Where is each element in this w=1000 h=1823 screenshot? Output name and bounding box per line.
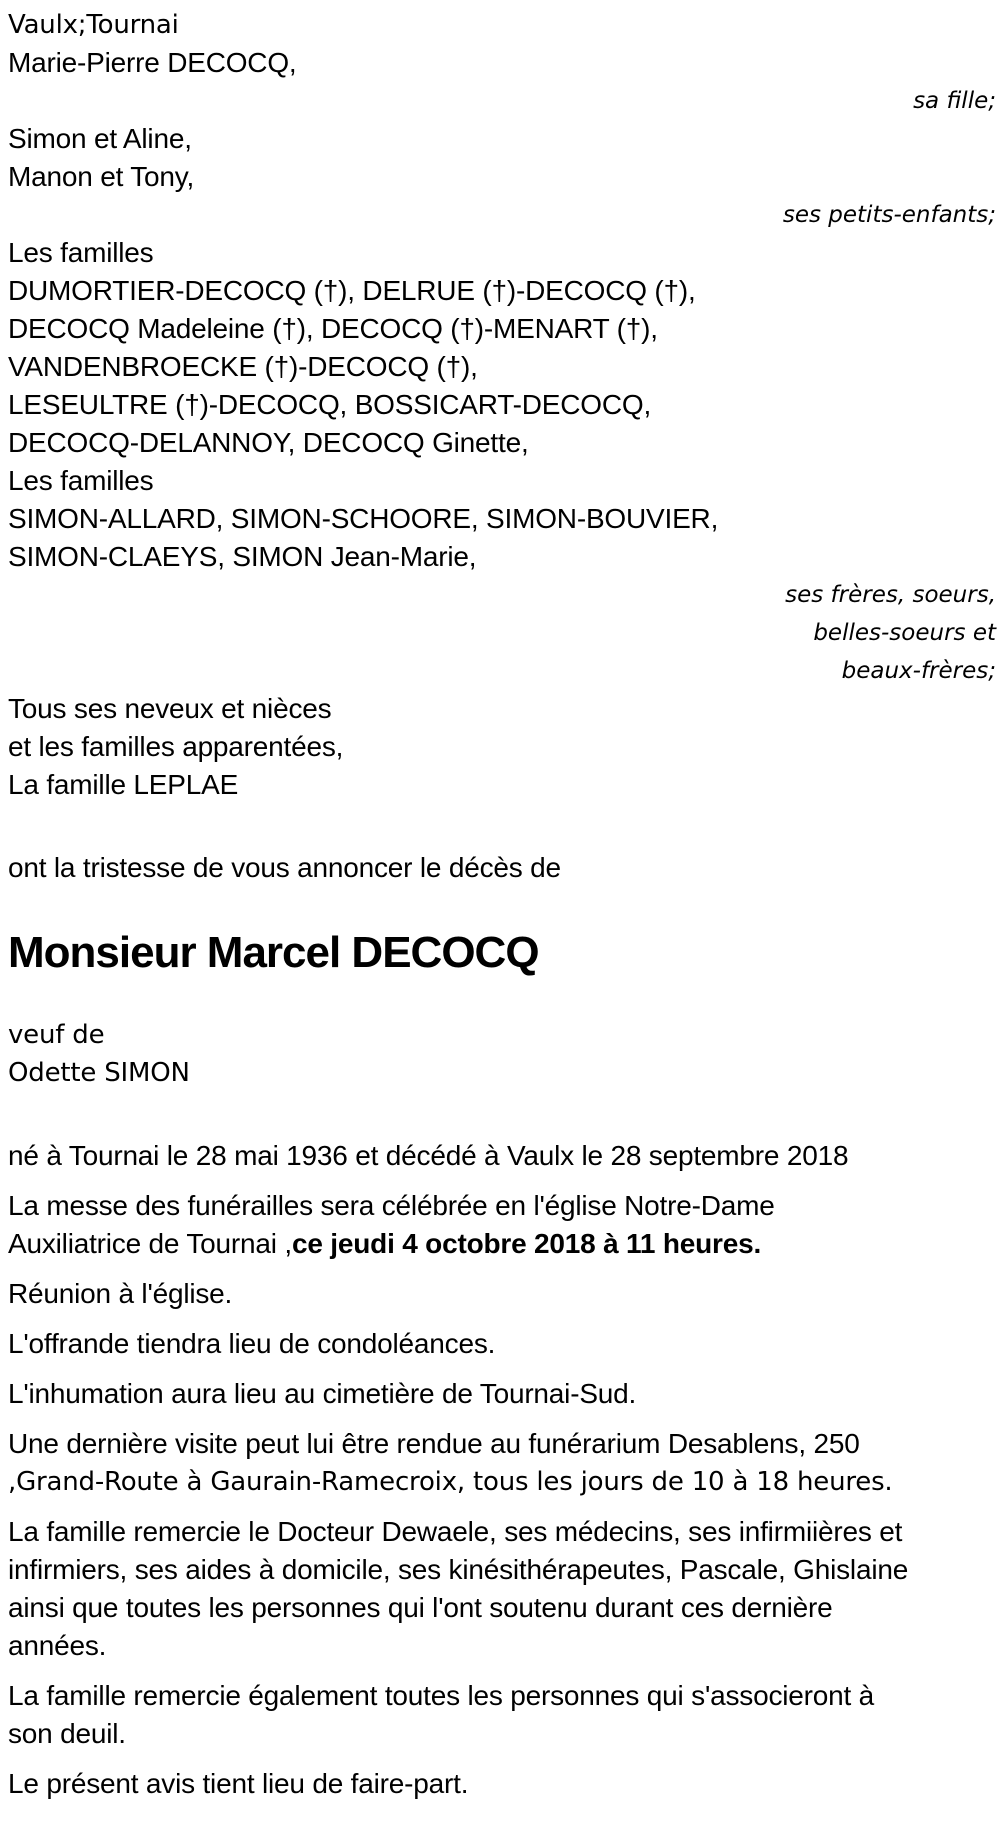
ceremony-date-line (8, 1225, 996, 1263)
nephews-line (8, 690, 996, 728)
announcement-line (8, 849, 996, 887)
text-run: ont la tristesse de vous annoncer le décès de (8, 852, 561, 883)
text-run: Manon et Tony, (8, 161, 195, 192)
visitation-line (8, 1425, 996, 1463)
text-run: Le présent avis tient lieu de faire-part. (8, 1768, 469, 1799)
text-run: ainsi que toutes les personnes qui l'ont soutenu durant ces dernière (8, 1592, 833, 1623)
section-details (8, 1137, 996, 1803)
text-run: sa fille; (913, 88, 996, 114)
text-run: Vaulx;Tournai (8, 10, 179, 40)
paragraph (8, 1375, 996, 1413)
deceased-name-heading (8, 927, 996, 979)
text-run: Les familles (8, 465, 154, 496)
text-run: Réunion à l'église. (8, 1278, 233, 1309)
text-run: beaux-frères; (841, 658, 996, 684)
text-run: VANDENBROECKE (†)-DECOCQ (†), (8, 351, 478, 382)
paragraph (8, 1016, 996, 1092)
text-run: L'inhumation aura lieu au cimetière de Tournai-Sud. (8, 1378, 637, 1409)
paragraph (8, 1513, 996, 1665)
text-run: L'offrande tiendra lieu de condoléances. (8, 1328, 496, 1359)
text-run: ,Grand-Route à Gaurain-Ramecroix, tous les jours de 10 à 18 heures. (8, 1467, 893, 1497)
paragraph (8, 1137, 996, 1175)
burial-line (8, 1375, 996, 1413)
text-run: SIMON-CLAEYS, SIMON Jean-Marie, (8, 541, 477, 572)
text-run: Auxiliatrice de Tournai , (8, 1228, 292, 1259)
families-header (8, 462, 996, 500)
text-run: ses petits-enfants; (782, 202, 996, 228)
section-announcement (8, 849, 996, 887)
section-intro (8, 6, 996, 804)
church-meeting-line (8, 1275, 996, 1313)
offering-line (8, 1325, 996, 1363)
text-run: Odette SIMON (8, 1058, 190, 1088)
paragraph (8, 927, 996, 979)
relationship-label (8, 196, 996, 234)
notice-line (8, 1765, 996, 1803)
text-run: belles-soeurs et (813, 620, 996, 646)
family-name-line (8, 500, 996, 538)
birth-death-line (8, 1137, 996, 1175)
relationship-label (8, 576, 996, 614)
related-families-line (8, 728, 996, 766)
paragraph (8, 1765, 996, 1803)
text-run: DECOCQ Madeleine (†), DECOCQ (†)-MENART (†), (8, 313, 658, 344)
visitation-address-line (8, 1463, 996, 1501)
thanks-line (8, 1513, 996, 1551)
thanks-mourning-line (8, 1677, 996, 1715)
family-name-line (8, 348, 996, 386)
grandchild-names (8, 120, 996, 158)
place-line (8, 6, 996, 44)
thanks-mourning-line (8, 1715, 996, 1753)
thanks-line (8, 1551, 996, 1589)
text-run: La famille LEPLAE (8, 769, 239, 800)
paragraph (8, 1187, 996, 1263)
thanks-line (8, 1627, 996, 1665)
family-name-line (8, 538, 996, 576)
ceremony-datetime-bold: ce jeudi 4 octobre 2018 à 11 heures. (291, 1228, 762, 1259)
text-run: Tous ses neveux et nièces (8, 693, 332, 724)
paragraph (8, 1677, 996, 1753)
text-run: DUMORTIER-DECOCQ (†), DELRUE (†)-DECOCQ (†), (8, 275, 696, 306)
text-run: Une dernière visite peut lui être rendue au funérarium Desablens, 250 (8, 1428, 860, 1459)
family-name-line (8, 424, 996, 462)
text-run: et les familles apparentées, (8, 731, 344, 762)
paragraph (8, 849, 996, 887)
text-run: LESEULTRE (†)-DECOCQ, BOSSICART-DECOCQ, (8, 389, 652, 420)
text-run: infirmiers, ses aides à domicile, ses kinésithérapeutes, Pascale, Ghislaine (8, 1554, 909, 1585)
family-name-line (8, 310, 996, 348)
relationship-label (8, 82, 996, 120)
text-run: années. (8, 1630, 107, 1661)
spouse-name (8, 1054, 996, 1092)
text-run: son deuil. (8, 1718, 126, 1749)
text-run: DECOCQ-DELANNOY, DECOCQ Ginette, (8, 427, 529, 458)
paragraph (8, 1325, 996, 1363)
text-run: Marie-Pierre DECOCQ, (8, 47, 297, 78)
text-run: La famille remercie le Docteur Dewaele, ses médecins, ses infirmiières et (8, 1516, 903, 1547)
family-name-line (8, 386, 996, 424)
paragraph (8, 1275, 996, 1313)
text-run: La messe des funérailles sera célébrée en l'église Notre-Dame (8, 1190, 775, 1221)
section-deceased-name (8, 927, 996, 979)
family-name-line (8, 272, 996, 310)
text-run: veuf de (8, 1020, 105, 1050)
family-leplae-line (8, 766, 996, 804)
relationship-label (8, 614, 996, 652)
relationship-label (8, 652, 996, 690)
families-header (8, 234, 996, 272)
text-run: né à Tournai le 28 mai 1936 et décédé à Vaulx le 28 septembre 2018 (8, 1140, 849, 1171)
section-widower (8, 1016, 996, 1092)
text-run: La famille remercie également toutes les personnes qui s'associeront à (8, 1680, 875, 1711)
paragraph (8, 1425, 996, 1501)
grandchild-names (8, 158, 996, 196)
funeral-mass-line (8, 1187, 996, 1225)
daughter-name (8, 44, 996, 82)
widower-line (8, 1016, 996, 1054)
text-run: Monsieur Marcel DECOCQ (8, 928, 539, 977)
thanks-line (8, 1589, 996, 1627)
text-run: Simon et Aline, (8, 123, 192, 154)
paragraph (8, 6, 996, 804)
text-run: SIMON-ALLARD, SIMON-SCHOORE, SIMON-BOUVIER, (8, 503, 719, 534)
text-run: ses frères, soeurs, (785, 582, 996, 608)
text-run: Les familles (8, 237, 154, 268)
